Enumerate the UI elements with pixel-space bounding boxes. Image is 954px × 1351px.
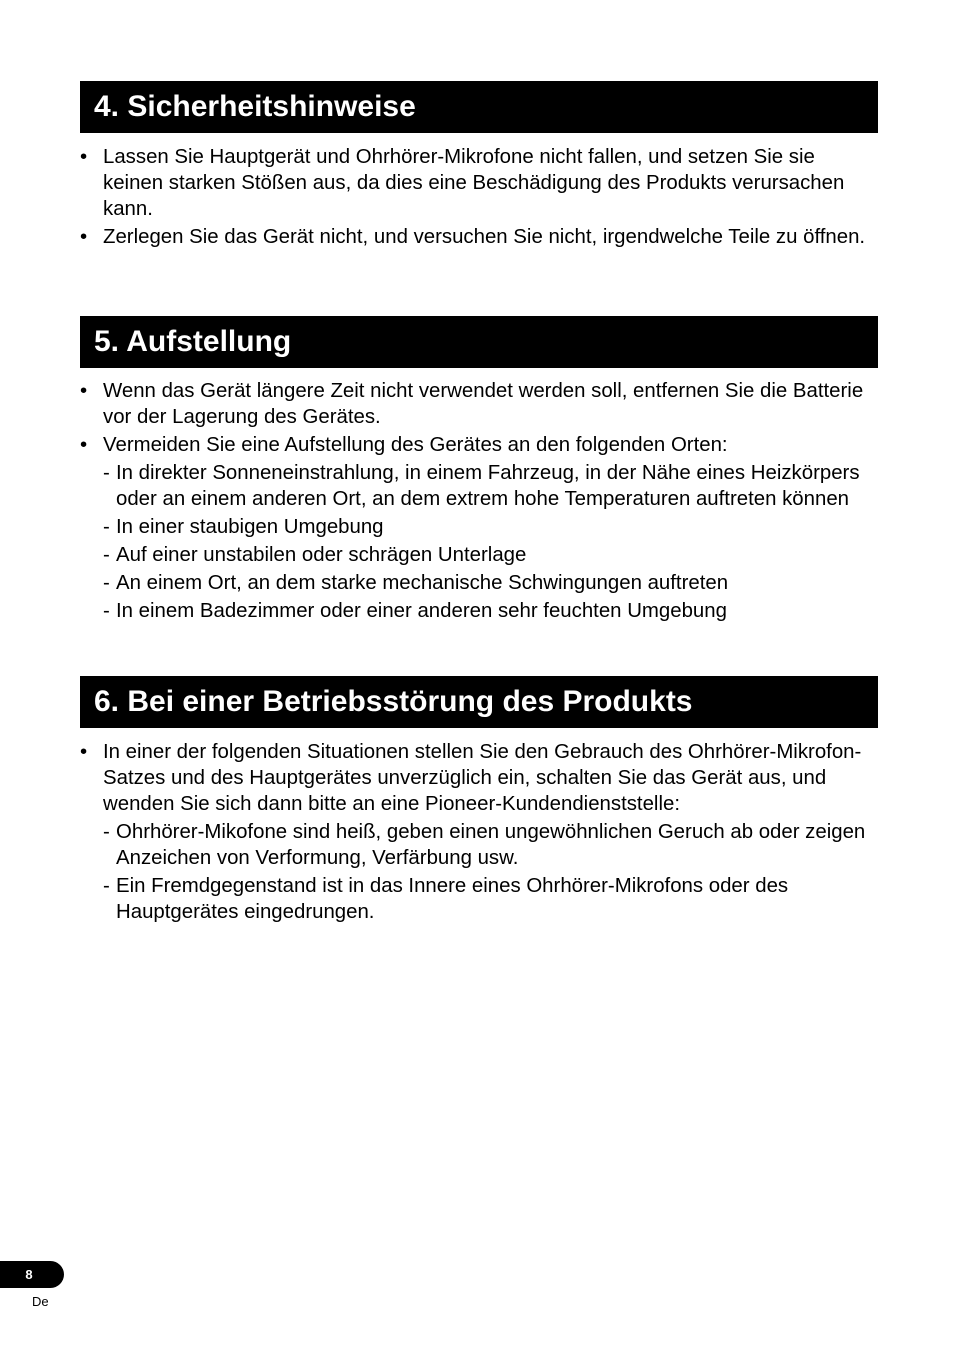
sublist-item-text: In einem Badezimmer oder einer anderen sehr feuchten Umgebung [116, 600, 727, 622]
list-item-text: Wenn das Gerät längere Zeit nicht verwendet werden soll, entfernen Sie die Batterie vor der Lagerung des Gerätes. [103, 380, 864, 428]
location-sublist [103, 460, 880, 624]
list-item [80, 739, 880, 925]
section-title: 5. Aufstellung [94, 325, 292, 358]
list-item-text: Vermeiden Sie eine Aufstellung des Gerätes an den folgenden Orten: [103, 434, 728, 456]
sublist-item-text: In direkter Sonneneinstrahlung, in einem Fahrzeug, in der Nähe eines Heizkörpers oder an einem anderen Ort, an dem extrem hohe Temperaturen auftreten können [116, 462, 860, 510]
dash-icon: - [103, 821, 110, 843]
sublist-item [103, 819, 880, 871]
sublist-item-text: An einem Ort, an dem starke mechanische Schwingungen auftreten [116, 572, 729, 594]
sublist-item-text: Ein Fremdgegenstand ist in das Innere eines Ohrhörer-Mikrofons oder des Hauptgerätes eingedrungen. [116, 875, 789, 923]
list-item [80, 378, 880, 430]
list-item [80, 224, 880, 250]
safety-list [80, 144, 880, 250]
sublist-item [103, 570, 880, 596]
page-number: 8 [25, 1267, 33, 1282]
sublist-item [103, 873, 880, 925]
sublist-item [103, 598, 880, 624]
dash-icon: - [103, 572, 110, 594]
sublist-item-text: In einer staubigen Umgebung [116, 516, 384, 538]
malfunction-list [80, 739, 880, 925]
malfunction-sublist [103, 819, 880, 925]
bullet-icon: • [80, 434, 88, 456]
installation-list [80, 378, 880, 624]
sublist-item [103, 514, 880, 540]
bullet-icon: • [80, 226, 88, 248]
list-item-text: In einer der folgenden Situationen stellen Sie den Gebrauch des Ohrhörer-Mikrofon-Satzes und des Hauptgerätes unverzüglich ein, schalten Sie das Gerät aus, und wenden Sie sich dann bitte an eine Pioneer-Kundendienststelle: [103, 741, 862, 815]
dash-icon: - [103, 516, 110, 538]
dash-icon: - [103, 875, 110, 897]
list-item-text: Zerlegen Sie das Gerät nicht, und versuchen Sie nicht, irgendwelche Teile zu öffnen. [103, 226, 866, 248]
dash-icon: - [103, 462, 110, 484]
dash-icon: - [103, 600, 110, 622]
bullet-icon: • [80, 741, 88, 763]
page-number-tab [0, 1261, 64, 1288]
language-code: De [32, 1294, 49, 1309]
sublist-item [103, 460, 880, 512]
section-header-safety [80, 81, 878, 133]
dash-icon: - [103, 544, 110, 566]
section-header-installation [80, 316, 878, 368]
bullet-icon: • [80, 380, 88, 402]
list-item [80, 432, 880, 624]
sublist-item-text: Ohrhörer-Mikofone sind heiß, geben einen ungewöhnlichen Geruch ab oder zeigen Anzeichen von Verformung, Verfärbung usw. [116, 821, 866, 869]
section-title: 6. Bei einer Betriebsstörung des Produkts [94, 685, 693, 718]
bullet-icon: • [80, 146, 88, 168]
list-item [80, 144, 880, 222]
sublist-item [103, 542, 880, 568]
sublist-item-text: Auf einer unstabilen oder schrägen Unterlage [116, 544, 527, 566]
section-title: 4. Sicherheitshinweise [94, 90, 416, 123]
section-header-malfunction [80, 676, 878, 728]
list-item-text: Lassen Sie Hauptgerät und Ohrhörer-Mikrofone nicht fallen, und setzen Sie sie keinen starken Stößen aus, da dies eine Beschädigung des Produkts verursachen kann. [103, 146, 845, 220]
